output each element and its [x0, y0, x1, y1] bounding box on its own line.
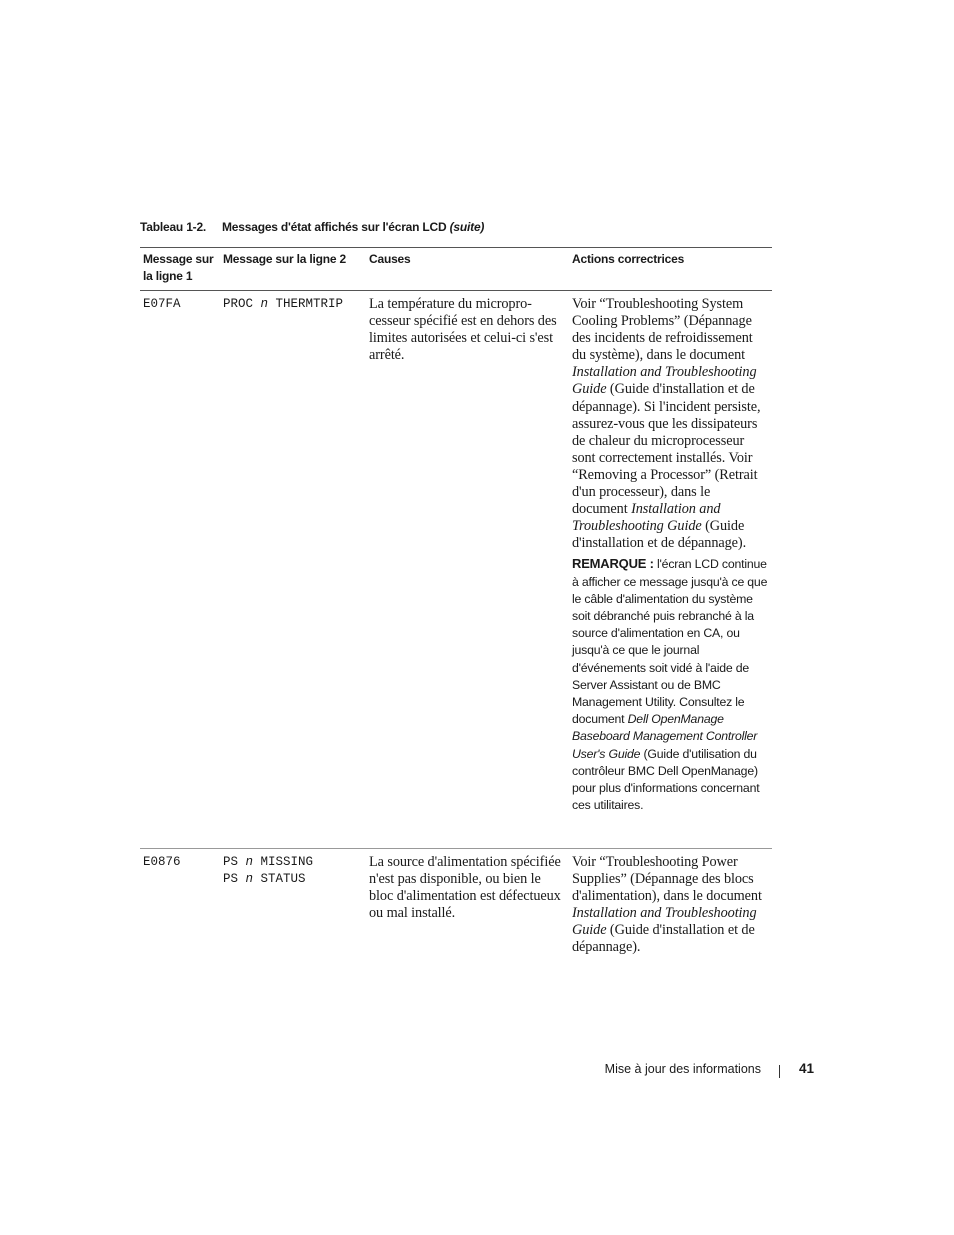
- col-header-line2: Message sur la ligne 2: [220, 248, 366, 291]
- table-caption: [140, 220, 484, 234]
- table-number: Tableau 1-2.: [140, 220, 207, 234]
- table-title: Messages d'état affichés sur l'écran LCD: [222, 220, 447, 234]
- note-label: REMARQUE :: [572, 556, 654, 572]
- table-row: [140, 291, 772, 849]
- cell-line1: E07FA: [140, 291, 220, 849]
- page-number: 41: [798, 1061, 814, 1076]
- col-header-line1: Message sur la ligne 1: [140, 248, 220, 291]
- page-footer: [560, 1061, 814, 1081]
- table-row: [140, 849, 772, 962]
- cell-line2: PROC n THERMTRIP: [220, 291, 366, 849]
- note: REMARQUE : l'écran LCD continue à afficher ce message jusqu'à ce que le câble d'alimentation du système soit débranché puis rebranché à la source d'alimentation en CA, ou jusqu'à ce que le journal d'événements soit vidé à l'aide de Server Assistant ou de BMC Management Utility. Consultez le document Dell OpenManage Baseboard Management Controller User's Guide (Guide d'utilisation du contrôleur BMC Dell OpenManage) pour plus d'informations concernant ces utilitaires.: [572, 556, 768, 813]
- col-header-actions: Actions correctrices: [569, 248, 772, 291]
- cell-cause: La température du micropro-cesseur spécifié est en dehors des limites autorisées et celui-ci s'est arrêté.: [366, 291, 569, 849]
- footer-section-title: Mise à jour des informations: [604, 1062, 761, 1076]
- cell-cause: La source d'alimentation spécifiée n'est pas disponible, ou bien le bloc d'alimentation est défectueux ou mal installé.: [369, 854, 561, 922]
- table-header-row: [140, 248, 772, 291]
- cell-line1: E0876: [143, 855, 181, 869]
- col-header-causes: Causes: [366, 248, 569, 291]
- cell-action: [569, 291, 772, 849]
- cell-action: Voir “Troubleshooting Power Supplies” (Dépannage des blocs d'alimentation), dans le document Installation and Troubleshooting Guide (Guide d'installation et de dépannage).: [572, 854, 762, 956]
- action-text: Voir “Troubleshooting System Cooling Problems” (Dépannage des incidents de refroidissement du système), dans le document Installation and Troubleshooting Guide (Guide d'installation et de dépannage). Si l'incident persiste, assurez-vous que les dissipateurs de chaleur du microprocesseur sont correctement installés. Voir “Removing a Processor” (Retrait d'un processeur), dans le document Installation and Troubleshooting Guide (Guide d'installation et de dépannage).: [572, 296, 761, 552]
- cell-line2: PS n MISSING PS n STATUS: [223, 855, 314, 886]
- table-continued-label: (suite): [449, 220, 485, 234]
- lcd-status-messages-table: [140, 247, 772, 962]
- footer-separator: [779, 1065, 780, 1078]
